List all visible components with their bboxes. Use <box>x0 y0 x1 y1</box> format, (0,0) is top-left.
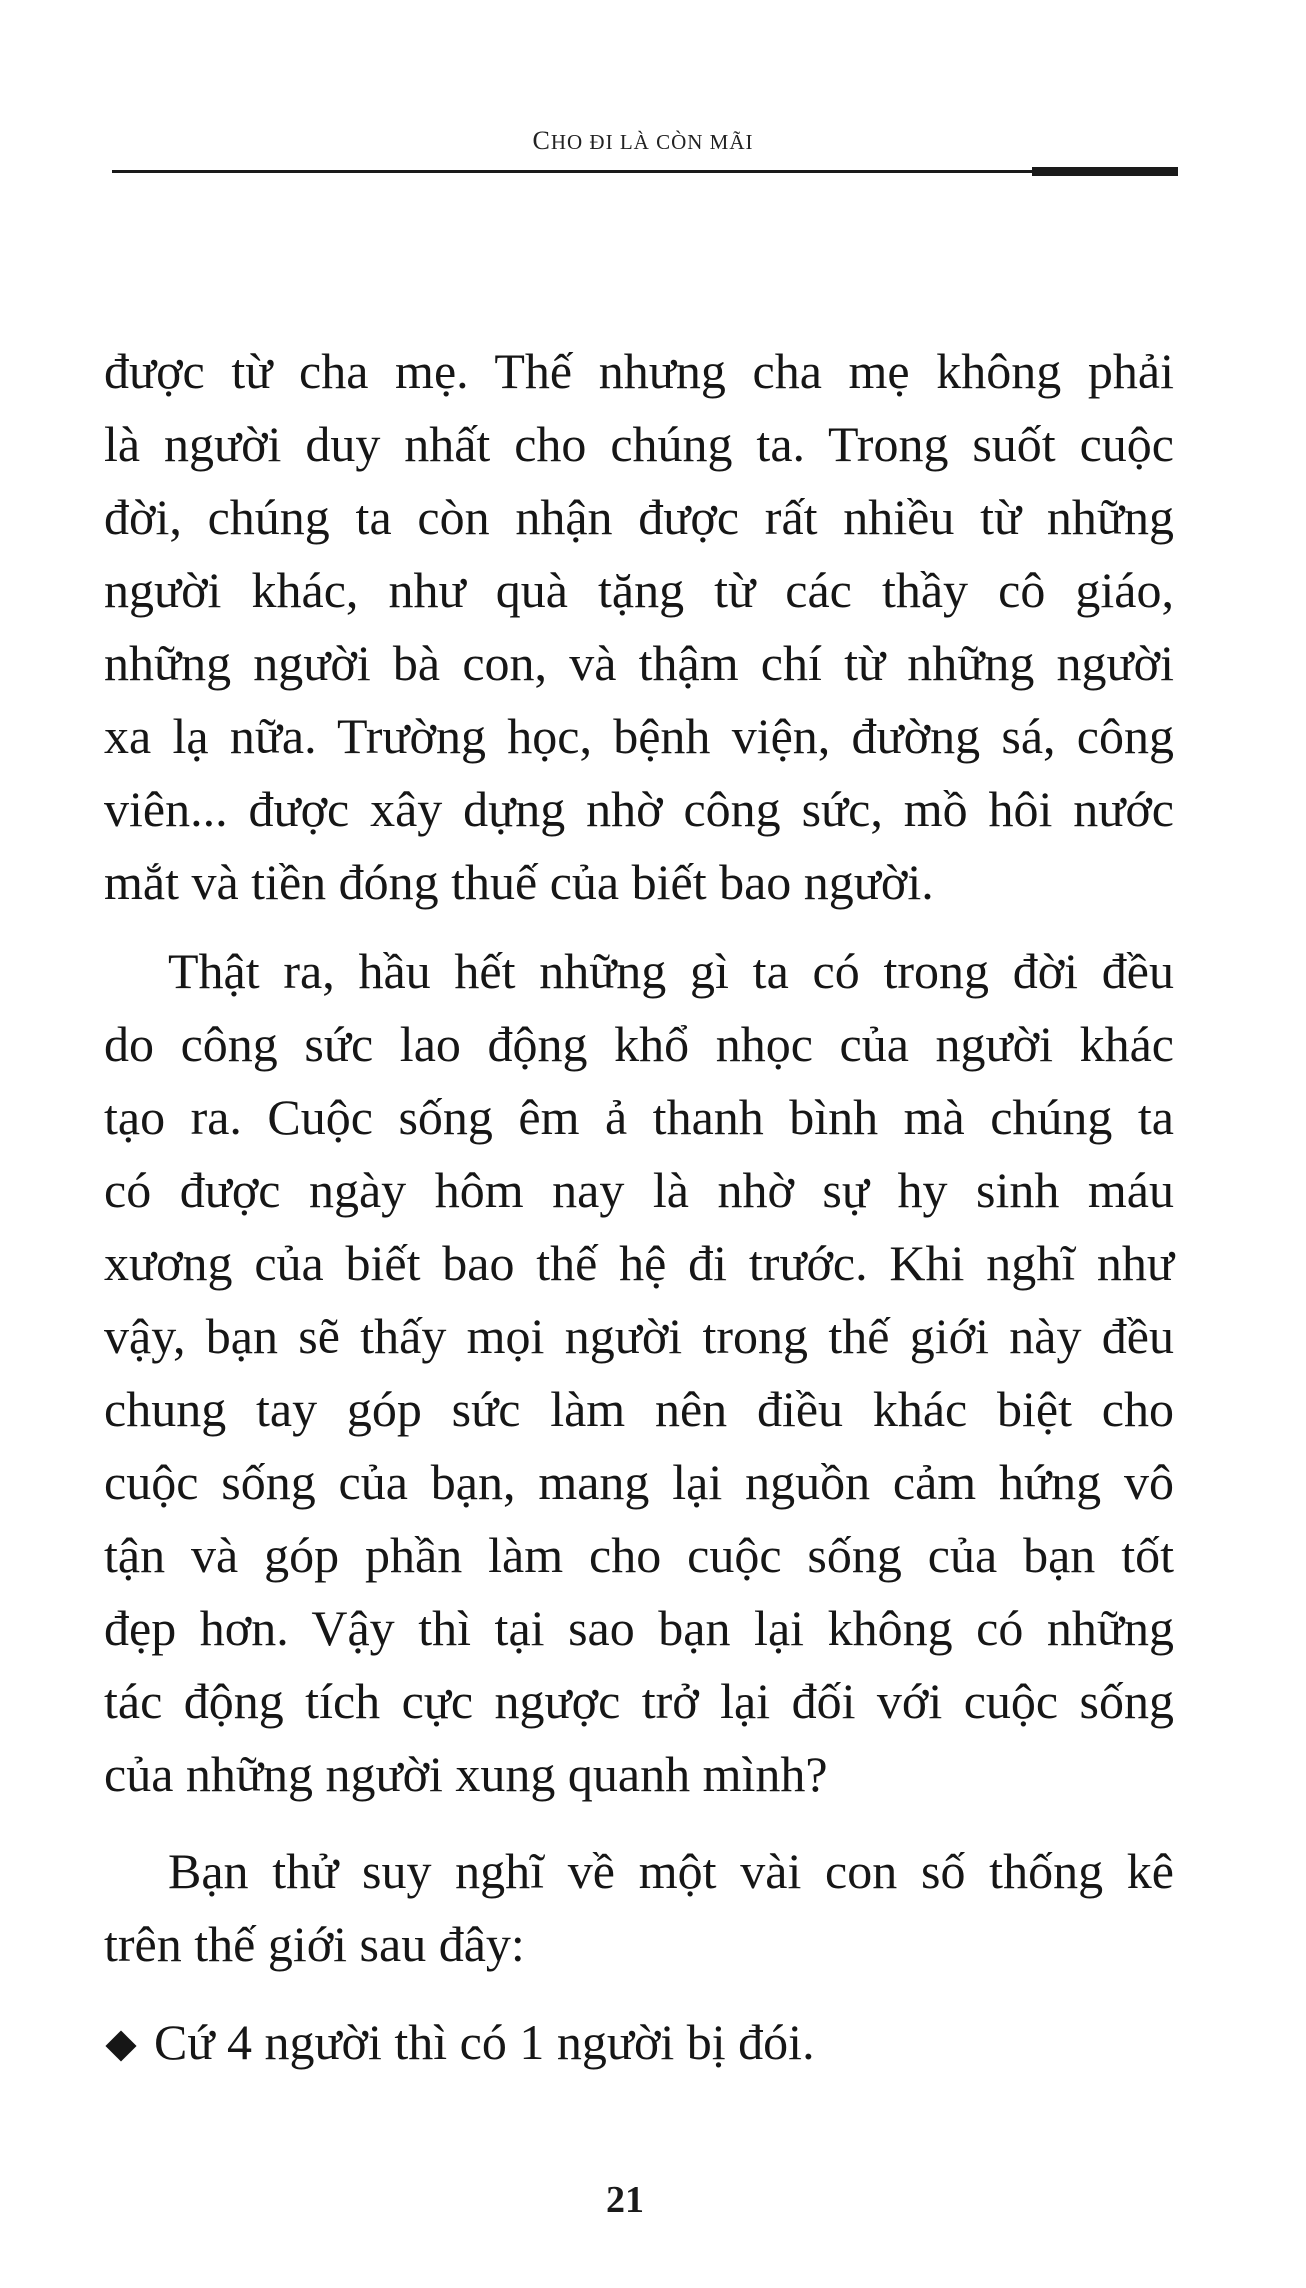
text-line: trên thế giới sau đây: <box>104 1916 525 1972</box>
text-line: chung tay góp sức làm nên điều khác biệt cho <box>104 1381 1174 1437</box>
text-line: của những người xung quanh mình? <box>104 1746 828 1802</box>
text-line: tác động tích cực ngược trở lại đối với cuộc sống <box>104 1673 1174 1729</box>
paragraph-1 <box>104 335 1174 919</box>
text-line: vậy, bạn sẽ thấy mọi người trong thế giới này đều <box>104 1308 1174 1364</box>
text-line: xa lạ nữa. Trường học, bệnh viện, đường sá, công <box>104 708 1174 764</box>
text-line: tận và góp phần làm cho cuộc sống của bạn tốt <box>104 1527 1174 1583</box>
text-line: có được ngày hôm nay là nhờ sự hy sinh máu <box>104 1162 1174 1218</box>
running-header-title: HO ĐI LÀ CÒN MÃI <box>550 130 754 154</box>
page-number: 21 <box>606 2179 644 2221</box>
text-line: những người bà con, và thậm chí từ những người <box>104 635 1174 691</box>
bullet-text: Cứ 4 người thì có 1 người bị đói. <box>154 2014 815 2070</box>
header-rule <box>112 170 1032 173</box>
text-line: đời, chúng ta còn nhận được rất nhiều từ những <box>104 489 1174 545</box>
text-line: tạo ra. Cuộc sống êm ả thanh bình mà chúng ta <box>104 1089 1174 1145</box>
text-line: người khác, như quà tặng từ các thầy cô giáo, <box>104 562 1174 618</box>
paragraph-3 <box>104 1835 1174 1981</box>
diamond-bullet-icon <box>105 2030 136 2061</box>
text-line: viên... được xây dựng nhờ công sức, mồ hôi nước <box>104 781 1174 837</box>
text-line: Thật ra, hầu hết những gì ta có trong đời đều <box>168 943 1174 999</box>
text-line: được từ cha mẹ. Thế nhưng cha mẹ không phải <box>104 343 1174 399</box>
paragraph-2 <box>104 935 1174 1811</box>
text-line: Bạn thử suy nghĩ về một vài con số thống kê <box>168 1843 1174 1899</box>
text-line: do công sức lao động khổ nhọc của người khác <box>104 1016 1174 1072</box>
bullet-list-item <box>104 2006 1174 2079</box>
text-line: cuộc sống của bạn, mang lại nguồn cảm hứng vô <box>104 1454 1174 1510</box>
text-line: đẹp hơn. Vậy thì tại sao bạn lại không có những <box>104 1600 1174 1656</box>
running-header <box>112 126 1174 156</box>
header-rule-accent <box>1032 167 1178 176</box>
text-line: xương của biết bao thế hệ đi trước. Khi nghĩ như <box>104 1235 1174 1291</box>
text-line: mắt và tiền đóng thuế của biết bao người. <box>104 854 934 910</box>
text-line: là người duy nhất cho chúng ta. Trong suốt cuộc <box>104 416 1174 472</box>
running-header-cap: C <box>532 126 551 155</box>
